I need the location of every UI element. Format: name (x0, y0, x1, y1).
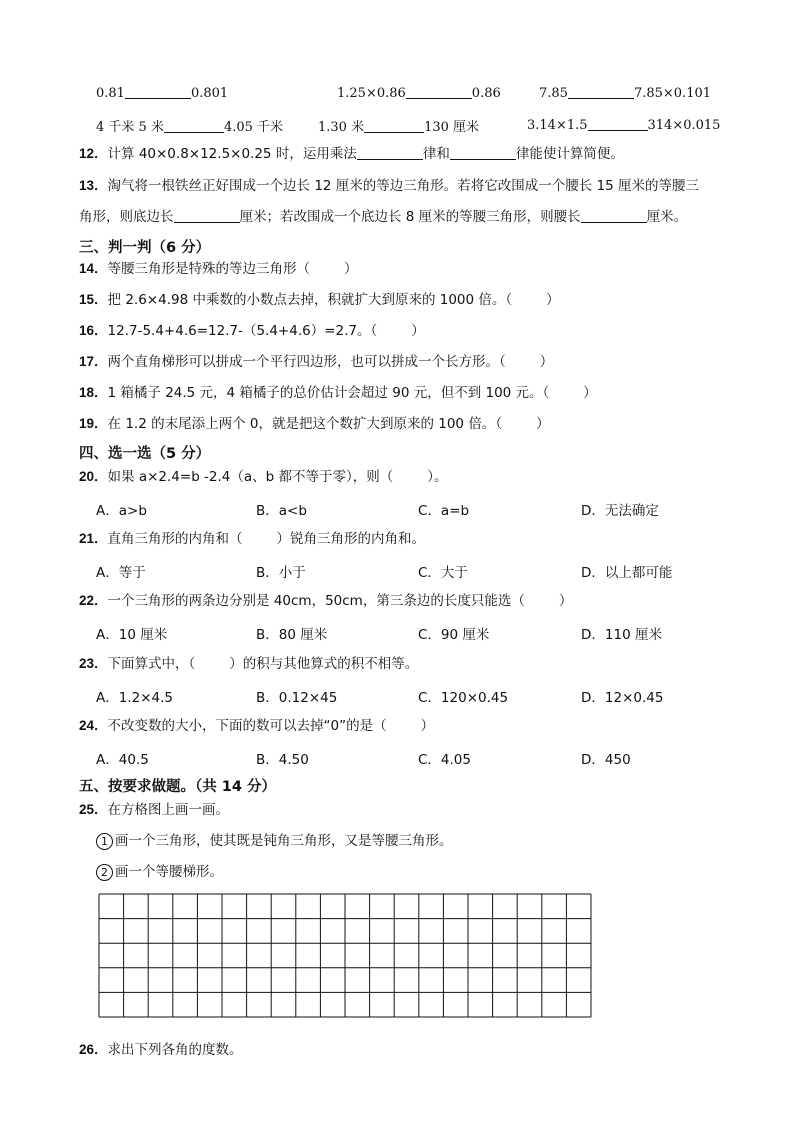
question-text: 淘气将一根铁丝正好围成一个边长 12 厘米的等边三角形。若将它改围成一个腰长 15 厘米的等腰三 (107, 178, 700, 194)
compare-left: 1.25×0.86 (337, 86, 406, 101)
option-b[interactable]: B．小于 (256, 565, 306, 581)
option-d[interactable]: D．450 (581, 752, 631, 768)
answer-blank[interactable] (357, 145, 423, 160)
drawing-grid[interactable] (98, 893, 594, 1025)
question-text: 两个直角梯形可以拼成一个平行四边形，也可以拼成一个长方形。（ (107, 354, 506, 370)
question-20 (79, 468, 448, 486)
paren-close: ） (411, 323, 425, 339)
question-text: ） (558, 593, 573, 609)
question-number: 26． (79, 1042, 108, 1057)
question-text: 求出下列各角的度数。 (107, 1042, 243, 1058)
compare-left: 7.85 (539, 86, 568, 101)
answer-blank[interactable] (406, 84, 472, 99)
option-c[interactable]: C．4.05 (418, 752, 471, 768)
option-c[interactable]: C．120×0.45 (418, 690, 509, 706)
question-number: 14． (79, 261, 108, 276)
question-text: ） (420, 718, 435, 734)
answer-blank[interactable] (174, 208, 240, 223)
circled-number-2: 2 (96, 864, 113, 881)
question-number: 16． (79, 323, 108, 338)
compare-item (96, 116, 283, 135)
compare-left: 0.81 (96, 86, 125, 101)
question-number: 13． (79, 178, 108, 193)
option-b[interactable]: B．0.12×45 (256, 690, 338, 706)
paren-close: ） (539, 354, 554, 370)
question-25-sub-2 (96, 863, 223, 881)
compare-right: 130 厘米 (424, 120, 480, 135)
option-d[interactable]: D．110 厘米 (581, 627, 662, 643)
option-c[interactable]: C．a=b (418, 503, 470, 519)
question-14 (79, 260, 358, 278)
compare-right: 314×0.015 (647, 118, 721, 133)
question-text: 直角三角形的内角和（ (107, 531, 243, 547)
option-b[interactable]: B．80 厘米 (256, 627, 328, 643)
option-a[interactable]: A．1.2×4.5 (96, 690, 173, 706)
question-text: 不改变数的大小，下面的数可以去掉“0”的是（ (107, 718, 387, 734)
question-number: 18． (79, 385, 108, 400)
answer-blank[interactable] (125, 84, 191, 99)
question-text: 把 2.6×4.98 中乘数的小数点去掉，积就扩大到原来的 1000 倍。（ (107, 292, 513, 308)
question-number: 12． (79, 146, 108, 161)
question-text: 画一个等腰梯形。 (115, 864, 223, 880)
question-number: 20． (79, 469, 108, 484)
question-text: 计算 40×0.8×12.5×0.25 时，运用乘法 (107, 146, 357, 162)
question-23 (79, 655, 418, 673)
option-b[interactable]: B．4.50 (256, 752, 309, 768)
option-d[interactable]: D．无法确定 (581, 503, 659, 519)
question-26 (79, 1041, 243, 1059)
question-22 (79, 592, 572, 610)
question-text: 厘米；若改围成一个底边长 8 厘米的等腰三角形，则腰长 (239, 209, 581, 225)
option-b[interactable]: B．a<b (256, 503, 307, 519)
question-19 (79, 415, 550, 433)
compare-right: 0.801 (190, 86, 229, 101)
answer-blank[interactable] (164, 118, 224, 133)
question-text: 等腰三角形是特殊的等边三角形（ (107, 261, 311, 277)
question-13-line-2 (79, 208, 687, 226)
answer-blank[interactable] (568, 84, 634, 99)
option-a[interactable]: A．10 厘米 (96, 627, 168, 643)
question-number: 22． (79, 593, 108, 608)
question-text: 角形，则底边长 (79, 209, 174, 225)
section-heading-3: 三、判一判（6 分） (79, 240, 211, 256)
compare-item (96, 84, 228, 101)
question-number: 23． (79, 656, 108, 671)
question-18 (79, 384, 597, 402)
option-a[interactable]: A．a>b (96, 503, 147, 519)
question-text: 律和 (422, 146, 450, 162)
option-d[interactable]: D．以上都可能 (581, 565, 673, 581)
answer-blank[interactable] (450, 145, 516, 160)
answer-blank[interactable] (588, 116, 648, 131)
question-16 (79, 322, 425, 340)
question-25 (79, 801, 229, 819)
paren-close: ） (536, 416, 550, 432)
compare-left: 4 千米 5 米 (96, 120, 164, 135)
question-text: 律能使计算简便。 (515, 146, 624, 162)
question-text: 画一个三角形，使其既是钝角三角形，又是等腰三角形。 (115, 833, 453, 849)
compare-left: 3.14×1.5 (527, 118, 588, 133)
question-text: 厘米。 (646, 209, 688, 225)
question-13-line-1 (79, 177, 699, 195)
compare-item (318, 116, 479, 135)
question-12 (79, 145, 624, 163)
question-25-sub-1 (96, 832, 453, 850)
paren-close: ） (546, 292, 560, 308)
question-text: ）锐角三角形的内角和。 (276, 531, 426, 547)
question-number: 19． (79, 416, 108, 431)
question-number: 24． (79, 718, 108, 733)
answer-blank[interactable] (364, 118, 424, 133)
section-heading-5: 五、按要求做题。（共 14 分） (79, 779, 277, 795)
question-text: ）。 (427, 469, 448, 485)
paren-close: ） (344, 261, 358, 277)
compare-right: 0.86 (471, 86, 501, 101)
compare-right: 7.85×0.101 (633, 86, 712, 101)
answer-blank[interactable] (581, 208, 647, 223)
question-15 (79, 291, 560, 309)
question-21 (79, 530, 425, 548)
compare-item (337, 84, 501, 101)
question-17 (79, 353, 553, 371)
option-d[interactable]: D．12×0.45 (581, 690, 664, 706)
section-heading-4: 四、选一选（5 分） (79, 446, 211, 462)
question-text: 在方格图上画一画。 (107, 802, 230, 818)
question-number: 15． (79, 292, 108, 307)
circled-number-1: 1 (96, 833, 113, 850)
question-text: 一个三角形的两条边分别是 40cm，50cm，第三条边的长度只能选（ (107, 593, 525, 609)
question-text: 1 箱橘子 24.5 元，4 箱橘子的总价估计会超过 90 元，但不到 100 元。（ (107, 385, 550, 401)
compare-left: 1.30 米 (318, 120, 365, 135)
question-number: 25． (79, 802, 108, 817)
option-c[interactable]: C．90 厘米 (418, 627, 490, 643)
question-text: 12.7-5.4+4.6=12.7-（5.4+4.6）=2.7。（ (107, 323, 378, 339)
question-number: 21． (79, 531, 108, 546)
compare-right: 4.05 千米 (223, 120, 284, 135)
compare-item (527, 116, 720, 133)
question-text: 如果 a×2.4=b -2.4（a、b 都不等于零），则（ (107, 469, 394, 485)
question-number: 17． (79, 354, 108, 369)
compare-item (539, 84, 711, 101)
question-text: ）的积与其他算式的积不相等。 (229, 656, 419, 672)
question-text: 下面算式中，（ (107, 656, 196, 672)
question-24 (79, 717, 434, 735)
option-c[interactable]: C．大于 (418, 565, 468, 581)
option-a[interactable]: A．40.5 (96, 752, 149, 768)
option-a[interactable]: A．等于 (96, 565, 146, 581)
paren-close: ） (583, 385, 597, 401)
question-text: 在 1.2 的末尾添上两个 0，就是把这个数扩大到原来的 100 倍。（ (107, 416, 503, 432)
